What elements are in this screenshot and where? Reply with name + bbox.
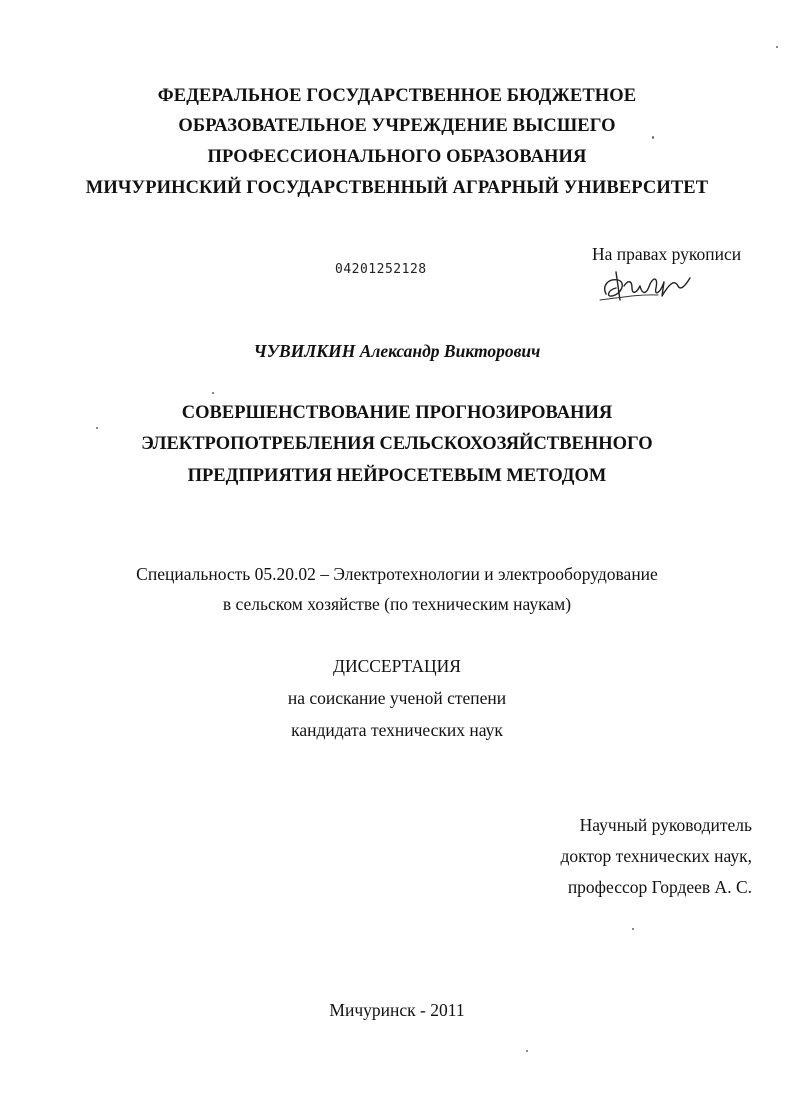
supervisor-line-2: доктор технических наук, (560, 846, 752, 866)
scan-speck (652, 136, 654, 139)
dissertation-line-1: на соискание ученой степени (287, 688, 507, 708)
scan-speck (632, 928, 634, 930)
title-line-3: ПРЕДПРИЯТИЯ НЕЙРОСЕТЕВЫМ МЕТОДОМ (187, 466, 607, 486)
institution-line-3: ПРОФЕССИОНАЛЬНОГО ОБРАЗОВАНИЯ (207, 147, 587, 167)
institution-line-2: ОБРАЗОВАТЕЛЬНОЕ УЧРЕЖДЕНИЕ ВЫСШЕГО (178, 116, 616, 136)
author-name: ЧУВИЛКИН Александр Викторович (253, 341, 541, 361)
scan-speck (96, 427, 98, 429)
scan-speck (526, 1050, 528, 1052)
dissertation-line-2: кандидата технических наук (291, 720, 503, 740)
specialty-line-1: Специальность 05.20.02 – Электротехнологии и электрооборудование (136, 564, 658, 584)
manuscript-note: На правах рукописи (592, 244, 742, 264)
supervisor-line-1: Научный руководитель (579, 815, 752, 835)
title-line-2: ЭЛЕКТРОПОТРЕБЛЕНИЯ СЕЛЬСКОХОЗЯЙСТВЕННОГО (141, 434, 653, 454)
institution-line-1: ФЕДЕРАЛЬНОЕ ГОСУДАРСТВЕННОЕ БЮДЖЕТНОЕ (157, 86, 637, 106)
signature-icon (598, 264, 696, 306)
dissertation-heading: ДИССЕРТАЦИЯ (333, 656, 461, 676)
registration-code: 04201252128 (335, 262, 427, 277)
title-line-1: СОВЕРШЕНСТВОВАНИЕ ПРОГНОЗИРОВАНИЯ (181, 403, 613, 423)
institution-line-4: МИЧУРИНСКИЙ ГОСУДАРСТВЕННЫЙ АГРАРНЫЙ УНИВЕРСИТЕТ (85, 178, 709, 198)
scan-speck (212, 392, 214, 394)
scan-speck (776, 46, 778, 48)
specialty-line-2: в сельском хозяйстве (по техническим наукам) (222, 594, 572, 614)
supervisor-line-3: профессор Гордеев А. С. (567, 877, 752, 897)
city-year-footer: Мичуринск - 2011 (329, 1000, 465, 1020)
